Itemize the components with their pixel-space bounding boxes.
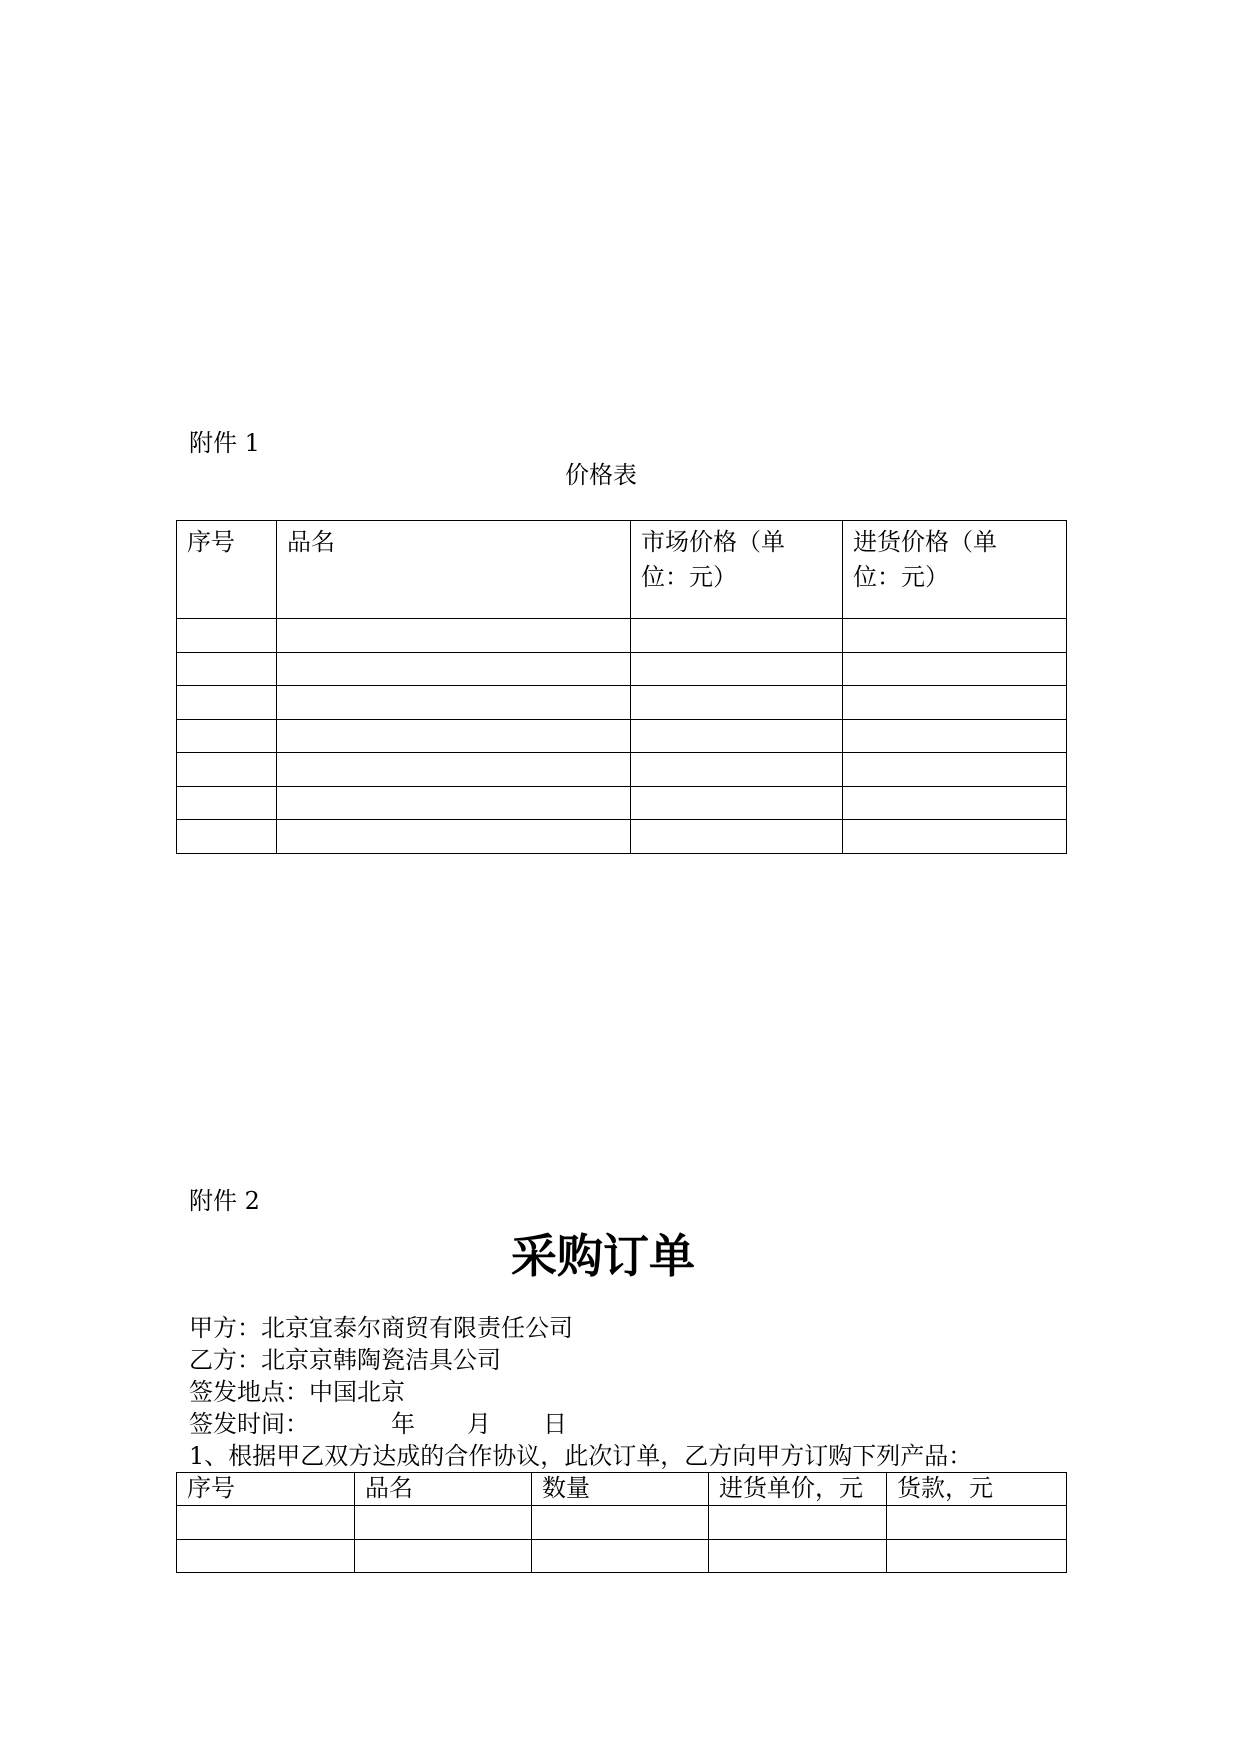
sign-place: 签发地点：中国北京 — [189, 1378, 405, 1406]
header-cell: 序号 — [177, 1473, 355, 1506]
table-cell[interactable] — [631, 720, 843, 753]
table-cell[interactable] — [709, 1540, 887, 1573]
table-cell[interactable] — [177, 653, 277, 686]
price-table — [176, 520, 1067, 854]
table-cell[interactable] — [843, 653, 1067, 686]
header-cell: 品名 — [277, 521, 631, 619]
table-cell[interactable] — [277, 820, 631, 854]
table-row — [177, 1506, 1067, 1540]
table-row — [177, 720, 1067, 753]
purchase-order-title: 采购订单 — [511, 1229, 695, 1283]
order-table-header-row — [177, 1473, 1067, 1506]
table-cell[interactable] — [177, 753, 277, 787]
table-cell[interactable] — [532, 1540, 709, 1573]
table-cell[interactable] — [355, 1506, 532, 1540]
table-cell[interactable] — [277, 653, 631, 686]
table-row — [177, 820, 1067, 854]
header-cell: 数量 — [532, 1473, 709, 1506]
year-label: 年 — [391, 1410, 415, 1438]
table-cell[interactable] — [843, 820, 1067, 854]
header-cell: 市场价格（单位：元） — [631, 521, 843, 619]
table-cell[interactable] — [631, 787, 843, 820]
table-cell[interactable] — [709, 1506, 887, 1540]
table-cell[interactable] — [843, 686, 1067, 720]
table-cell[interactable] — [277, 720, 631, 753]
order-table — [176, 1472, 1067, 1573]
price-table-title: 价格表 — [565, 461, 637, 489]
clause-1: 1、根据甲乙双方达成的合作协议，此次订单，乙方向甲方订购下列产品： — [189, 1442, 973, 1470]
party-a: 甲方：北京宜泰尔商贸有限责任公司 — [189, 1314, 573, 1342]
table-cell[interactable] — [177, 619, 277, 653]
table-cell[interactable] — [177, 1540, 355, 1573]
header-cell: 进货单价，元 — [709, 1473, 887, 1506]
header-cell: 品名 — [355, 1473, 532, 1506]
table-cell[interactable] — [177, 820, 277, 854]
table-cell[interactable] — [277, 753, 631, 787]
table-cell[interactable] — [177, 720, 277, 753]
month-label: 月 — [467, 1410, 491, 1438]
table-cell[interactable] — [355, 1540, 532, 1573]
table-cell[interactable] — [843, 720, 1067, 753]
table-cell[interactable] — [177, 1506, 355, 1540]
table-cell[interactable] — [631, 619, 843, 653]
table-cell[interactable] — [177, 787, 277, 820]
table-cell[interactable] — [631, 686, 843, 720]
table-row — [177, 686, 1067, 720]
table-cell[interactable] — [843, 787, 1067, 820]
table-cell[interactable] — [532, 1506, 709, 1540]
table-cell[interactable] — [277, 619, 631, 653]
header-cell: 序号 — [177, 521, 277, 619]
header-cell: 进货价格（单位：元） — [843, 521, 1067, 619]
table-cell[interactable] — [887, 1540, 1067, 1573]
sign-time-line — [189, 1409, 567, 1439]
party-b: 乙方：北京京韩陶瓷洁具公司 — [189, 1346, 501, 1374]
table-cell[interactable] — [887, 1506, 1067, 1540]
table-row — [177, 619, 1067, 653]
table-row — [177, 1540, 1067, 1573]
table-cell[interactable] — [277, 787, 631, 820]
table-row — [177, 653, 1067, 686]
price-table-header-row — [177, 521, 1067, 619]
attachment1-label: 附件 1 — [189, 429, 260, 457]
attachment2-label: 附件 2 — [189, 1187, 260, 1215]
table-cell[interactable] — [631, 820, 843, 854]
table-cell[interactable] — [177, 686, 277, 720]
sign-time-label: 签发时间： — [189, 1410, 309, 1438]
header-cell: 货款，元 — [887, 1473, 1067, 1506]
table-row — [177, 753, 1067, 787]
day-label: 日 — [543, 1410, 567, 1438]
table-cell[interactable] — [843, 753, 1067, 787]
table-cell[interactable] — [631, 653, 843, 686]
table-cell[interactable] — [277, 686, 631, 720]
table-cell[interactable] — [843, 619, 1067, 653]
table-row — [177, 787, 1067, 820]
table-cell[interactable] — [631, 753, 843, 787]
